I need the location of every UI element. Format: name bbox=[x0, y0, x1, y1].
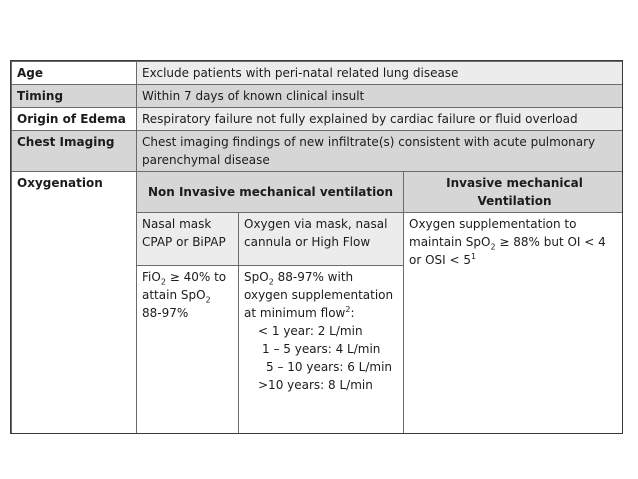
fio2-post: 88-97% bbox=[142, 306, 189, 320]
spo2-sup: 2 bbox=[345, 305, 351, 314]
spo2-sub: 2 bbox=[268, 277, 274, 287]
iv-sub: 2 bbox=[490, 242, 496, 252]
fio2-cell bbox=[137, 266, 239, 435]
row-age bbox=[12, 62, 624, 85]
criteria-table bbox=[10, 60, 623, 434]
fio2-pre: FiO bbox=[142, 270, 161, 284]
age-label: Age bbox=[12, 62, 137, 85]
row-timing bbox=[12, 85, 624, 108]
imaging-label: Chest Imaging bbox=[12, 131, 137, 172]
row-imaging bbox=[12, 131, 624, 172]
flow-5-10: 5 – 10 years: 6 L/min bbox=[266, 360, 393, 374]
oxygenation-label: Oxygenation bbox=[12, 172, 137, 435]
row-oxygenation-header bbox=[12, 172, 624, 213]
fio2-sub2: 2 bbox=[205, 295, 211, 305]
criteria-table-grid bbox=[11, 61, 623, 434]
iv-criteria-cell bbox=[404, 213, 624, 435]
oxygen-mask-cell: Oxygen via mask, nasal cannula or High Flow bbox=[239, 213, 404, 266]
age-value: Exclude patients with peri-natal related lung disease bbox=[137, 62, 624, 85]
iv-sup: 1 bbox=[471, 252, 477, 261]
fio2-sub: 2 bbox=[160, 277, 166, 287]
imaging-value: Chest imaging findings of new infiltrate(s) consistent with acute pulmonary parenchymal disease bbox=[137, 131, 624, 172]
iv-text-mid: ≥ 88% but OI < 4 or OSI < 5 bbox=[409, 235, 606, 267]
edema-label: Origin of Edema bbox=[12, 108, 137, 131]
fio2-mid: ≥ 40% to attain SpO bbox=[142, 270, 227, 302]
timing-value: Within 7 days of known clinical insult bbox=[137, 85, 624, 108]
edema-value: Respiratory failure not fully explained by cardiac failure or fluid overload bbox=[137, 108, 624, 131]
niv-header: Non Invasive mechanical ventilation bbox=[137, 172, 404, 213]
iv-header: Invasive mechanical Ventilation bbox=[404, 172, 624, 213]
spo2-cell bbox=[239, 266, 404, 435]
iv-text-pre: Oxygen supplementation to maintain SpO bbox=[409, 217, 577, 249]
flow-1-5: 1 – 5 years: 4 L/min bbox=[262, 342, 381, 356]
flow-over-10: >10 years: 8 L/min bbox=[258, 378, 373, 392]
spo2-pre: SpO bbox=[244, 270, 269, 284]
cpap-bipap-cell: Nasal mask CPAP or BiPAP bbox=[137, 213, 239, 266]
spo2-mid: 88-97% with oxygen supplementation at minimum flow bbox=[244, 270, 394, 320]
spo2-post: : bbox=[350, 306, 355, 320]
flow-under-1: < 1 year: 2 L/min bbox=[258, 324, 363, 338]
row-edema bbox=[12, 108, 624, 131]
timing-label: Timing bbox=[12, 85, 137, 108]
